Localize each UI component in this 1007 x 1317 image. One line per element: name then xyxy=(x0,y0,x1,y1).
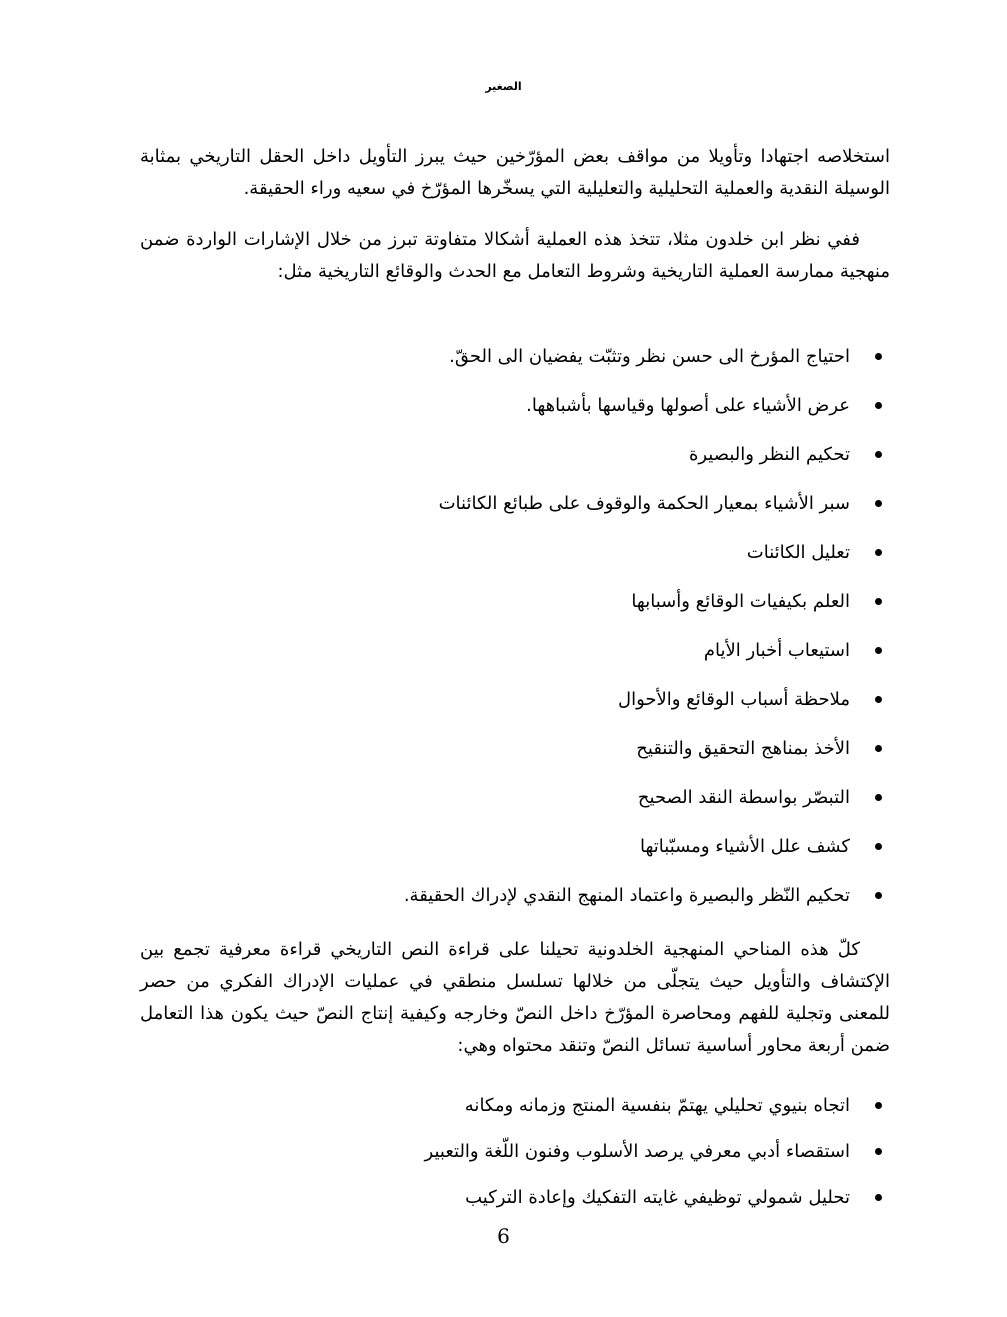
bullet-icon xyxy=(875,500,882,507)
bullet-list-methods xyxy=(140,341,850,929)
paragraph-summary: كلّ هذه المناحي المنهجية الخلدونية تحيلنا على قراءة النص التاريخي قراءة معرفية تجمع بين الإكتشاف والتأويل حيث يتجلّى من خلالها تسلسل منطقي في عمليات الإدراك الفكري من حصر للمعنى وتجلية للفهم ومحاصرة المؤرّخ داخل النصّ وخارجه وكيفية إنتاج النصّ حيث يكون هذا التعامل ضمن أربعة محاور أساسية تسائل النصّ وتنقد محتواه وهي: xyxy=(140,939,890,1056)
bullet-icon xyxy=(875,1194,882,1201)
bullet-icon xyxy=(875,598,882,605)
list-item: سبر الأشياء بمعيار الحكمة والوقوف على طبائع الكائنات xyxy=(140,488,850,537)
bullet-list-axes xyxy=(140,1090,850,1228)
list-item: تحكيم النّظر والبصيرة واعتماد المنهج النقدي لإدراك الحقيقة. xyxy=(140,880,850,929)
bullet-icon xyxy=(875,647,882,654)
list-item: عرض الأشياء على أصولها وقياسها بأشباهها. xyxy=(140,390,850,439)
list-item: العلم بكيفيات الوقائع وأسبابها xyxy=(140,586,850,635)
list-item: اتجاه بنيوي تحليلي يهتمّ بنفسية المنتج وزمانه ومكانه xyxy=(140,1090,850,1136)
list-item: تحكيم النظر والبصيرة xyxy=(140,439,850,488)
bullet-icon xyxy=(875,794,882,801)
bullet-icon xyxy=(875,549,882,556)
list-item: كشف علل الأشياء ومسبّباتها xyxy=(140,831,850,880)
list-item: استقصاء أدبي معرفي يرصد الأسلوب وفنون اللّغة والتعبير xyxy=(140,1136,850,1182)
list-item: ملاحظة أسباب الوقائع والأحوال xyxy=(140,684,850,733)
bullet-icon xyxy=(875,843,882,850)
bullet-icon xyxy=(875,696,882,703)
bullet-icon xyxy=(875,353,882,360)
paragraph-ibn-khaldun: ففي نظر ابن خلدون مثلا، تتخذ هذه العملية أشكالا متفاوتة تبرز من خلال الإشارات الواردة ضمن منهجية ممارسة العملية التاريخية وشروط التعامل مع الحدث والوقائع التاريخية مثل: xyxy=(140,229,890,282)
list-item: التبصّر بواسطة النقد الصحيح xyxy=(140,782,850,831)
bullet-icon xyxy=(875,402,882,409)
bullet-icon xyxy=(875,451,882,458)
list-item: الأخذ بمناهج التحقيق والتنقيح xyxy=(140,733,850,782)
list-item: استيعاب أخبار الأيام xyxy=(140,635,850,684)
page-header: الصغير xyxy=(485,80,522,93)
list-item: احتياج المؤرخ الى حسن نظر وتثبّت يفضيان الى الحقّ. xyxy=(140,341,850,390)
bullet-icon xyxy=(875,1148,882,1155)
page-number: 6 xyxy=(497,1224,510,1248)
list-item: تعليل الكائنات xyxy=(140,537,850,586)
bullet-icon xyxy=(875,745,882,752)
paragraph-intro: استخلاصه اجتهادا وتأويلا من مواقف بعض المؤرّخين حيث يبرز التأويل داخل الحقل التاريخي بمثابة الوسيلة النقدية والعملية التحليلية والتعليلية التي يسخّرها المؤرّخ في سعيه وراء الحقيقة. xyxy=(140,146,890,199)
bullet-icon xyxy=(875,1102,882,1109)
list-item: تحليل شمولي توظيفي غايته التفكيك وإعادة التركيب xyxy=(140,1182,850,1228)
bullet-icon xyxy=(875,892,882,899)
